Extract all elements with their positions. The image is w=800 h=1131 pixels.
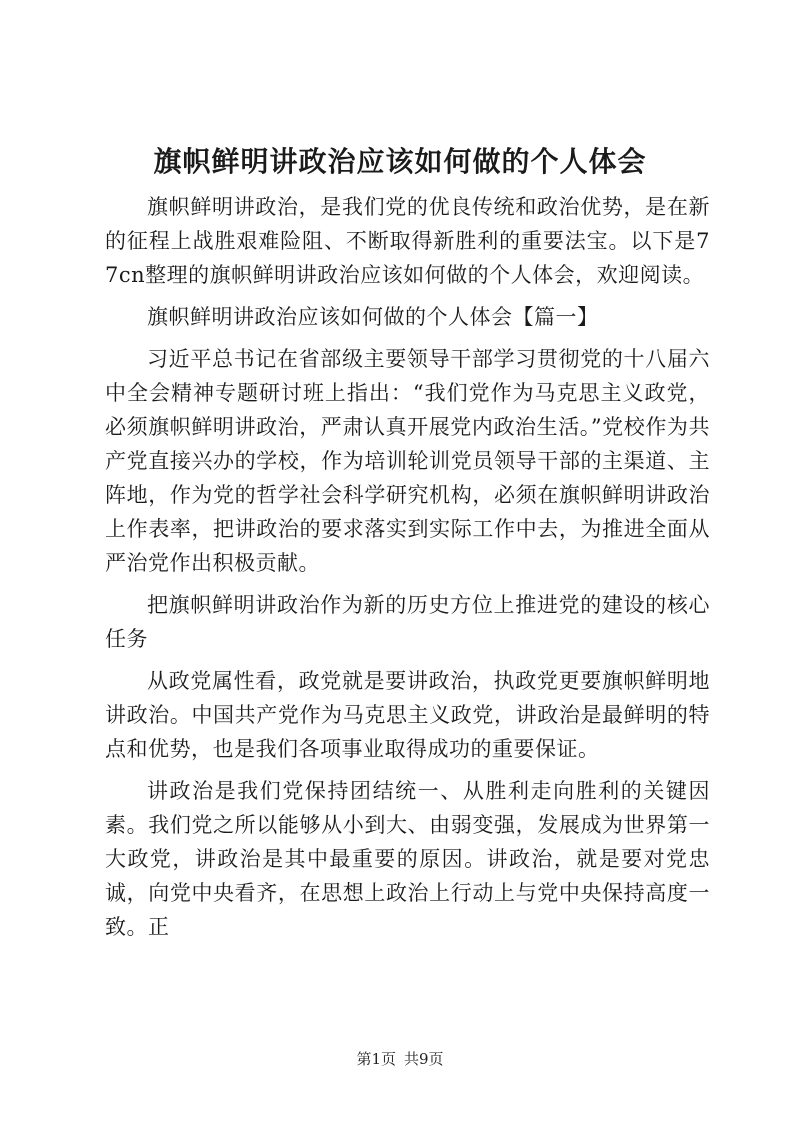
paragraph-key-factor: 讲政治是我们党保持团结统一、从胜利走向胜利的关键因素。我们党之所以能够从小到大、由弱变强，发展成为世界第一大政党，讲政治是其中最重要的原因。讲政治，就是要对党忠诚，向党中央看齐，在思想上政治上行动上与党中央保持高度一致。正	[105, 779, 710, 939]
document-body	[105, 190, 710, 944]
page-total: 共9页	[404, 1050, 444, 1068]
paragraph-party-attribute: 从政党属性看，政党就是要讲政治，执政党更要旗帜鲜明地讲政治。中国共产党作为马克思主义政党，讲政治是最鲜明的特点和优势，也是我们各项事业取得成功的重要保证。	[105, 669, 710, 761]
page-footer	[0, 1048, 800, 1069]
page-number: 第1页	[356, 1050, 396, 1068]
paragraph-quote: 习近平总书记在省部级主要领导干部学习贯彻党的十八届六中全会精神专题研讨班上指出：“我们党作为马克思主义政党，必须旗帜鲜明讲政治，严肃认真开展党内政治生活。”党校作为共产党直接兴办的学校，作为培训轮训党员领导干部的主渠道、主阵地，作为党的哲学社会科学研究机构，必须在旗帜鲜明讲政治上作表率，把讲政治的要求落实到实际工作中去，为推进全面从严治党作出积极贡献。	[105, 347, 710, 575]
document-title: 旗帜鲜明讲政治应该如何做的个人体会	[153, 145, 647, 178]
subheading-core-task: 把旗帜鲜明讲政治作为新的历史方位上推进党的建设的核心任务	[105, 593, 710, 651]
section-heading-part-one: 旗帜鲜明讲政治应该如何做的个人体会【篇一】	[147, 305, 599, 329]
paragraph-intro: 旗帜鲜明讲政治，是我们党的优良传统和政治优势，是在新的征程上战胜艰难险阻、不断取得新胜利的重要法宝。以下是77cn整理的旗帜鲜明讲政治应该如何做的个人体会，欢迎阅读。	[105, 195, 710, 287]
